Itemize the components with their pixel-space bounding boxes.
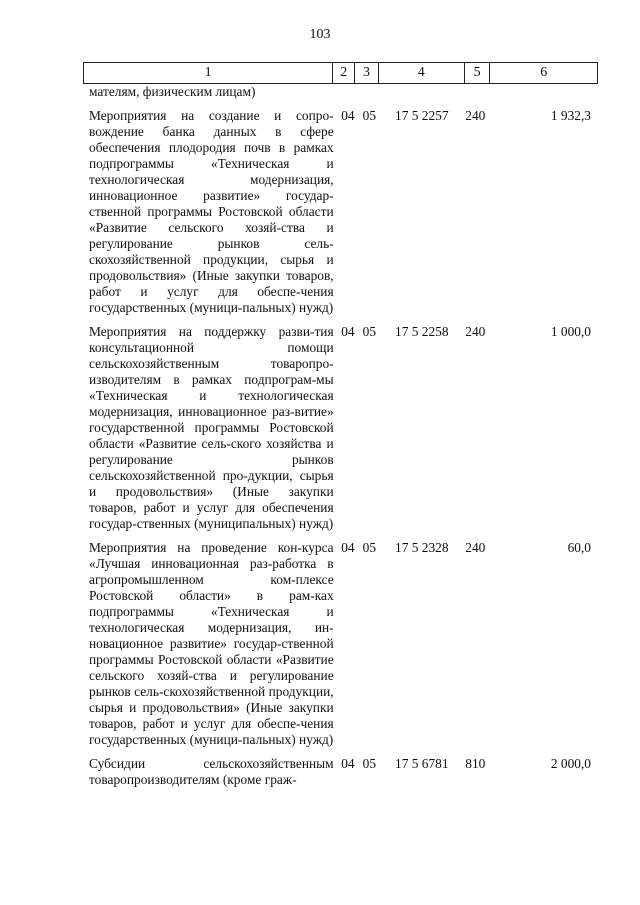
row-amount: 60,0 [567,540,591,555]
row-description: Субсидии сельскохозяйственным товаропроизводителям (кроме граж- [89,756,334,787]
row-subsection: 05 [362,324,377,339]
row-description: Мероприятия на проведение кон-курса «Лучшая инновационная раз-работка в агропромышленном ком-плексе Ростовской области» в рам-ках подпрограммы «Техническая и технологическая модернизация, ин-новационное развитие» государ-ственной программы Ростовской области «Развитие сельского хозяй-ства и регулирование рынков сель-скохозяйственной продукции, сырья и продовольствия» (Иные закупки товаров, работ и услуг для обеспе-чения государственных (муници-пальных) нужд) [89,540,334,747]
header-row [84,63,598,84]
row-description: Мероприятия на поддержку разви-тия консультационной помощи сельскохозяйственным товаропро-изводителям в рамках подпрограм-мы «Техническая и технологическая модернизация, инновационное раз-витие» государственной программы Ростовской области «Развитие сель-ского хозяйства и регулирование рынков сельскохозяйственной про-дукции, сырья и продовольствия» (Иные закупки товаров, работ и услуг для обеспечения государ-ственных (муниципальных) нужд) [89,324,334,531]
table-row [83,540,598,748]
header-cell-5: 5 [464,63,490,84]
row-expense-type: 240 [465,108,486,123]
table-row [83,756,598,788]
row-subsection: 05 [362,756,377,771]
page-number: 103 [309,27,331,42]
row-amount: 2 000,0 [550,756,591,771]
continuation-text: мателям, физическим лицам) [89,84,256,99]
row-amount: 1 932,3 [550,108,591,123]
row-expense-type: 240 [465,540,486,555]
table-row [83,108,598,316]
row-target-code: 17 5 6781 [395,756,449,771]
row-section: 04 [341,540,355,555]
row-section: 04 [341,108,355,123]
row-subsection: 05 [362,108,377,123]
row-amount: 1 000,0 [550,324,591,339]
continuation-row [83,84,598,100]
row-target-code: 17 5 2257 [395,108,449,123]
row-expense-type: 810 [465,756,486,771]
table-header [83,62,598,84]
row-section: 04 [341,756,355,771]
header-cell-2: 2 [333,63,355,84]
header-cell-1: 1 [84,63,333,84]
budget-table [83,84,598,788]
row-target-code: 17 5 2328 [395,540,449,555]
row-expense-type: 240 [465,324,486,339]
row-target-code: 17 5 2258 [395,324,449,339]
row-description: Мероприятия на создание и сопро-вождение банка данных в сфере обеспечения плодородия почв в рамках подпрограммы «Техническая и технологическая модернизация, инновационное развитие» государ-ственной программы Ростовской области «Развитие сельского хозяй-ства и регулирование рынков сель-скохозяйственной продукции, сырья и продовольствия» (Иные закупки товаров, работ и услуг для обеспе-чения государственных (муници-пальных) нужд) [89,108,334,315]
header-cell-6: 6 [490,63,598,84]
table-row [83,324,598,532]
header-cell-4: 4 [378,63,464,84]
row-section: 04 [341,324,355,339]
row-subsection: 05 [362,540,377,555]
header-cell-3: 3 [355,63,379,84]
